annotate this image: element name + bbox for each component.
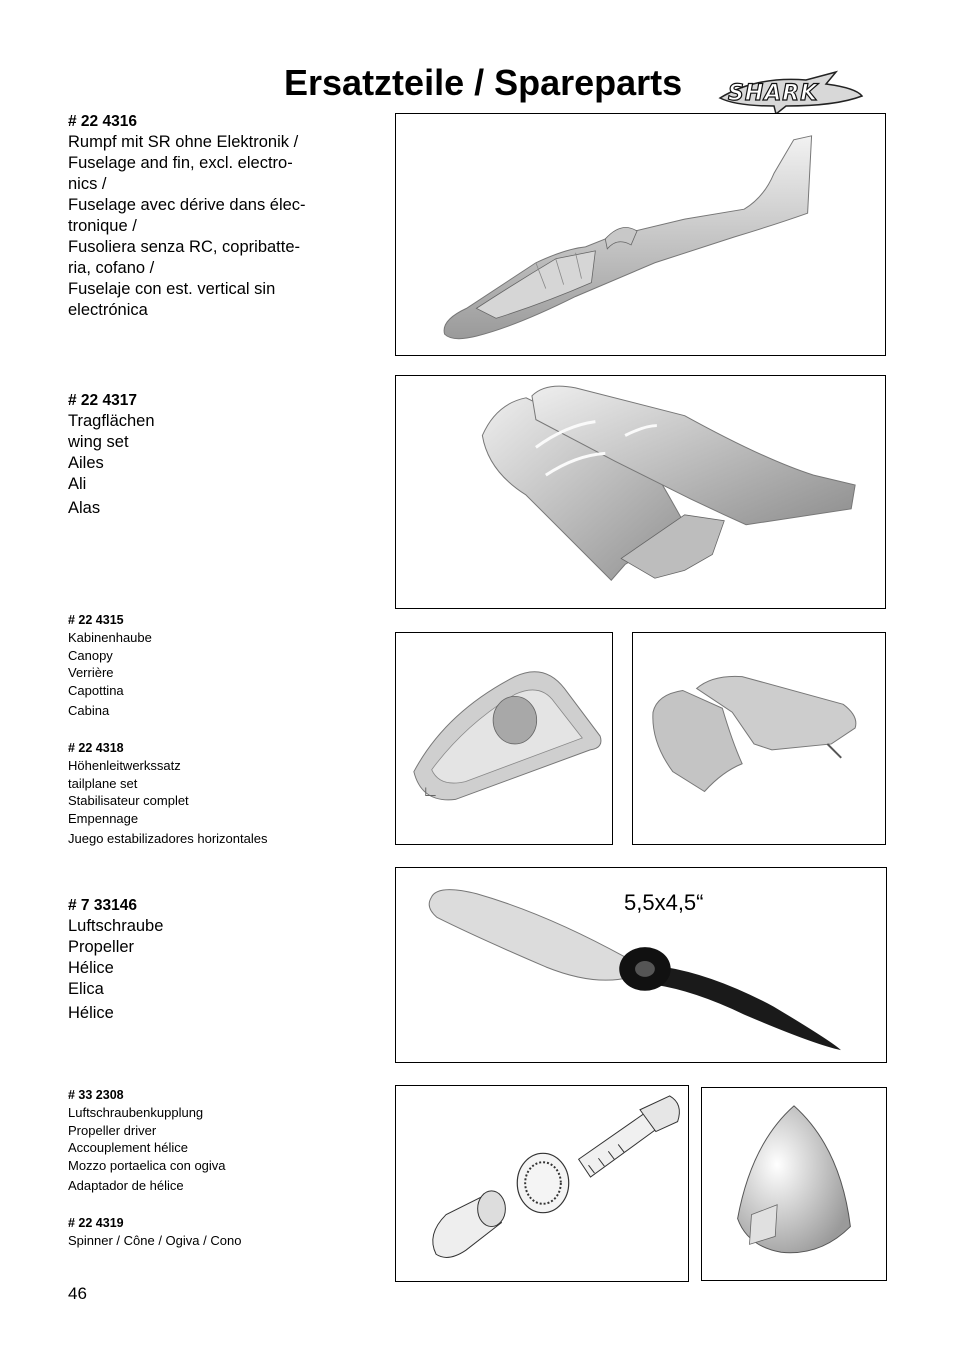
spinner-drawing xyxy=(702,1088,886,1280)
part-33-2308 xyxy=(68,1087,378,1194)
part-desc-line: Canopy xyxy=(68,647,113,663)
part-22-4316 xyxy=(68,111,378,321)
part-number: # 33 2308 xyxy=(68,1088,124,1102)
part-22-4315 xyxy=(68,612,378,719)
canopy-image xyxy=(395,632,613,845)
propeller-drawing xyxy=(396,868,886,1062)
part-7-33146 xyxy=(68,895,378,1024)
part-desc-line: Hélice xyxy=(68,1004,114,1022)
shark-logo xyxy=(716,66,866,116)
part-desc-line: Hélice xyxy=(68,959,114,977)
part-desc-line: wing set xyxy=(68,433,129,451)
part-number: # 22 4318 xyxy=(68,741,124,755)
part-desc-line: nics / xyxy=(68,175,107,193)
part-desc-line: Juego estabilizadores horizontales xyxy=(68,831,268,847)
part-number: # 22 4319 xyxy=(68,1216,124,1230)
part-desc-line: Fusoliera senza RC, copribatte- xyxy=(68,238,301,256)
part-desc-line: Fuselage avec dérive dans élec- xyxy=(68,196,306,214)
part-22-4318 xyxy=(68,740,378,847)
driver-image xyxy=(395,1085,689,1282)
part-desc-line: Capottina xyxy=(68,682,124,698)
page-number: 46 xyxy=(68,1284,87,1303)
part-number: # 22 4315 xyxy=(68,613,124,627)
part-desc-line: Elica xyxy=(68,980,104,998)
fuselage-drawing xyxy=(396,114,885,355)
part-desc-line: Kabinenhaube xyxy=(68,630,152,646)
part-22-4317 xyxy=(68,390,378,519)
spinner-image xyxy=(701,1087,887,1281)
part-desc-line: Accouplement hélice xyxy=(68,1140,188,1156)
driver-drawing xyxy=(396,1086,688,1281)
part-desc-line: Verrière xyxy=(68,665,114,681)
propeller-image xyxy=(395,867,887,1063)
part-22-4319 xyxy=(68,1215,378,1250)
part-desc-line: Ailes xyxy=(68,454,104,472)
part-desc-line: tronique / xyxy=(68,217,137,235)
part-desc-line: Luftschraube xyxy=(68,917,164,935)
part-desc-line: Propeller xyxy=(68,938,135,956)
part-desc-line: Empennage xyxy=(68,810,139,826)
part-desc-line: tailplane set xyxy=(68,775,138,791)
tailplane-image xyxy=(632,632,886,845)
part-desc-line: Rumpf mit SR ohne Elektronik / xyxy=(68,133,299,151)
wing-image xyxy=(395,375,886,609)
part-desc-line: Adaptador de hélice xyxy=(68,1178,184,1194)
part-number: # 7 33146 xyxy=(68,897,137,914)
page-title: Ersatzteile / Spareparts xyxy=(284,62,683,103)
wing-drawing xyxy=(396,376,885,608)
part-desc-line: electrónica xyxy=(68,301,148,319)
part-desc-line: ria, cofano / xyxy=(68,259,155,277)
canopy-drawing xyxy=(396,633,612,844)
fuselage-image xyxy=(395,113,886,356)
part-desc-line: Mozzo portaelica con ogiva xyxy=(68,1157,226,1173)
part-desc-line: Luftschraubenkupplung xyxy=(68,1105,204,1121)
part-desc-line: Ali xyxy=(68,475,87,493)
part-desc-line: Propeller driver xyxy=(68,1122,157,1138)
part-desc-line: Tragflächen xyxy=(68,412,155,430)
part-desc-line: Höhenleitwerkssatz xyxy=(68,758,181,774)
part-desc-line: Fuselage and fin, excl. electro- xyxy=(68,154,293,172)
part-number: # 22 4317 xyxy=(68,392,137,409)
svg-text:SHARK: SHARK xyxy=(728,81,819,106)
part-desc-line: Fuselaje con est. vertical sin xyxy=(68,280,276,298)
part-desc-line: Alas xyxy=(68,499,101,517)
tailplane-drawing xyxy=(633,633,885,844)
part-desc-line: Cabina xyxy=(68,703,110,719)
part-number: # 22 4316 xyxy=(68,113,137,130)
propeller-size-label: 5,5x4,5“ xyxy=(624,890,704,915)
part-desc-line: Spinner / Cône / Ogiva / Cono xyxy=(68,1233,242,1249)
part-desc-line: Stabilisateur complet xyxy=(68,793,189,809)
